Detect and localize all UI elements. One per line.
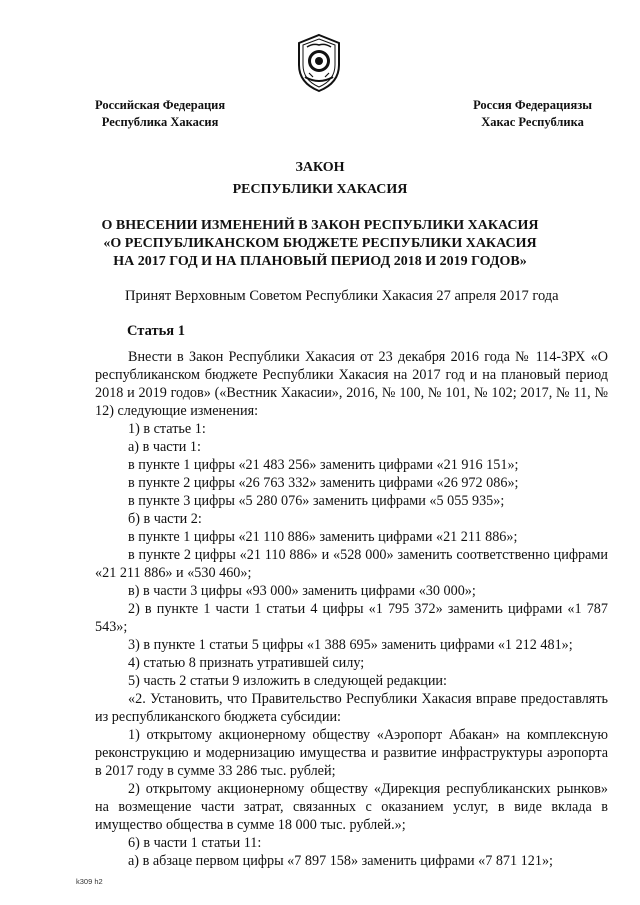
title-republic: РЕСПУБЛИКИ ХАКАСИЯ — [232, 182, 408, 197]
paragraph: в пункте 2 цифры «21 110 886» и «528 000» заменить соответственно цифрами «21 211 886» и «530 460»; — [95, 547, 608, 581]
paragraph: а) в абзаце первом цифры «7 897 158» заменить цифрами «7 871 121»; — [128, 853, 553, 869]
paragraph: в пункте 2 цифры «26 763 332» заменить цифрами «26 972 086»; — [128, 475, 519, 491]
paragraph: 2) открытому акционерному обществу «Дирекция республиканских рынков» на возмещение части затрат, связанных с оказанием услуг, в виде вклада в имущество общества в сумме 18 000 тыс. рублей.»; — [95, 781, 608, 833]
paragraph: 4) статью 8 признать утратившей силу; — [128, 655, 365, 671]
header-left-country: Российская Федерация — [95, 98, 226, 112]
article-body — [95, 348, 608, 870]
paragraph: 3) в пункте 1 статьи 5 цифры «1 388 695» заменить цифрами «1 212 481»; — [128, 637, 573, 653]
adoption-note: Принят Верховным Советом Республики Хакасия 27 апреля 2017 года — [125, 288, 559, 304]
paragraph: 1) открытому акционерному обществу «Аэропорт Абакан» на комплексную реконструкцию и модернизацию имущества и развитие инфраструктуры аэропорта в 2017 году в сумме 33 286 тыс. рублей; — [95, 727, 608, 779]
paragraph: а) в части 1: — [128, 439, 201, 455]
header-right-country: Россия Федерациязы — [473, 98, 592, 112]
header-right-republic: Хакас Республика — [481, 115, 584, 129]
header-left — [95, 97, 225, 131]
coat-of-arms-emblem — [293, 33, 345, 93]
header-right — [473, 97, 592, 131]
paragraph: Внести в Закон Республики Хакасия от 23 декабря 2016 года № 114-ЗРХ «О республиканском бюджете Республики Хакасия на 2017 год и на плановый период 2018 и 2019 годов» («Вестник Хакасии», 2016, № 100, № 101, № 102; 2017, № 11, № 12) следующие изменения: — [95, 349, 608, 419]
title-law: ЗАКОН — [295, 160, 345, 175]
paragraph: 6) в части 1 статьи 11: — [128, 835, 262, 851]
paragraph: в) в части 3 цифры «93 000» заменить цифрами «30 000»; — [128, 583, 476, 599]
paragraph: «2. Установить, что Правительство Республики Хакасия вправе предоставлять из республиканского бюджета субсидии: — [95, 691, 608, 725]
footer-code: k309 h2 — [76, 877, 103, 886]
paragraph: в пункте 1 цифры «21 110 886» заменить цифрами «21 211 886»; — [128, 529, 518, 545]
subject-line-1: О ВНЕСЕНИИ ИЗМЕНЕНИЙ В ЗАКОН РЕСПУБЛИКИ ХАКАСИЯ — [101, 218, 539, 233]
subject-line-3: НА 2017 ГОД И НА ПЛАНОВЫЙ ПЕРИОД 2018 И 2019 ГОДОВ» — [113, 254, 527, 269]
paragraph: в пункте 1 цифры «21 483 256» заменить цифрами «21 916 151»; — [128, 457, 519, 473]
paragraph: 1) в статье 1: — [128, 421, 206, 437]
document-subject — [0, 217, 640, 271]
paragraph: б) в части 2: — [128, 511, 202, 527]
article-heading: Статья 1 — [127, 323, 185, 339]
header-left-republic: Республика Хакасия — [101, 115, 219, 129]
paragraph: 2) в пункте 1 части 1 статьи 4 цифры «1 795 372» заменить цифрами «1 787 543»; — [95, 601, 608, 635]
subject-line-2: «О РЕСПУБЛИКАНСКОМ БЮДЖЕТЕ РЕСПУБЛИКИ ХАКАСИЯ — [103, 236, 537, 251]
document-title — [0, 157, 640, 201]
paragraph: в пункте 3 цифры «5 280 076» заменить цифрами «5 055 935»; — [128, 493, 505, 509]
paragraph: 5) часть 2 статьи 9 изложить в следующей редакции: — [128, 673, 447, 689]
